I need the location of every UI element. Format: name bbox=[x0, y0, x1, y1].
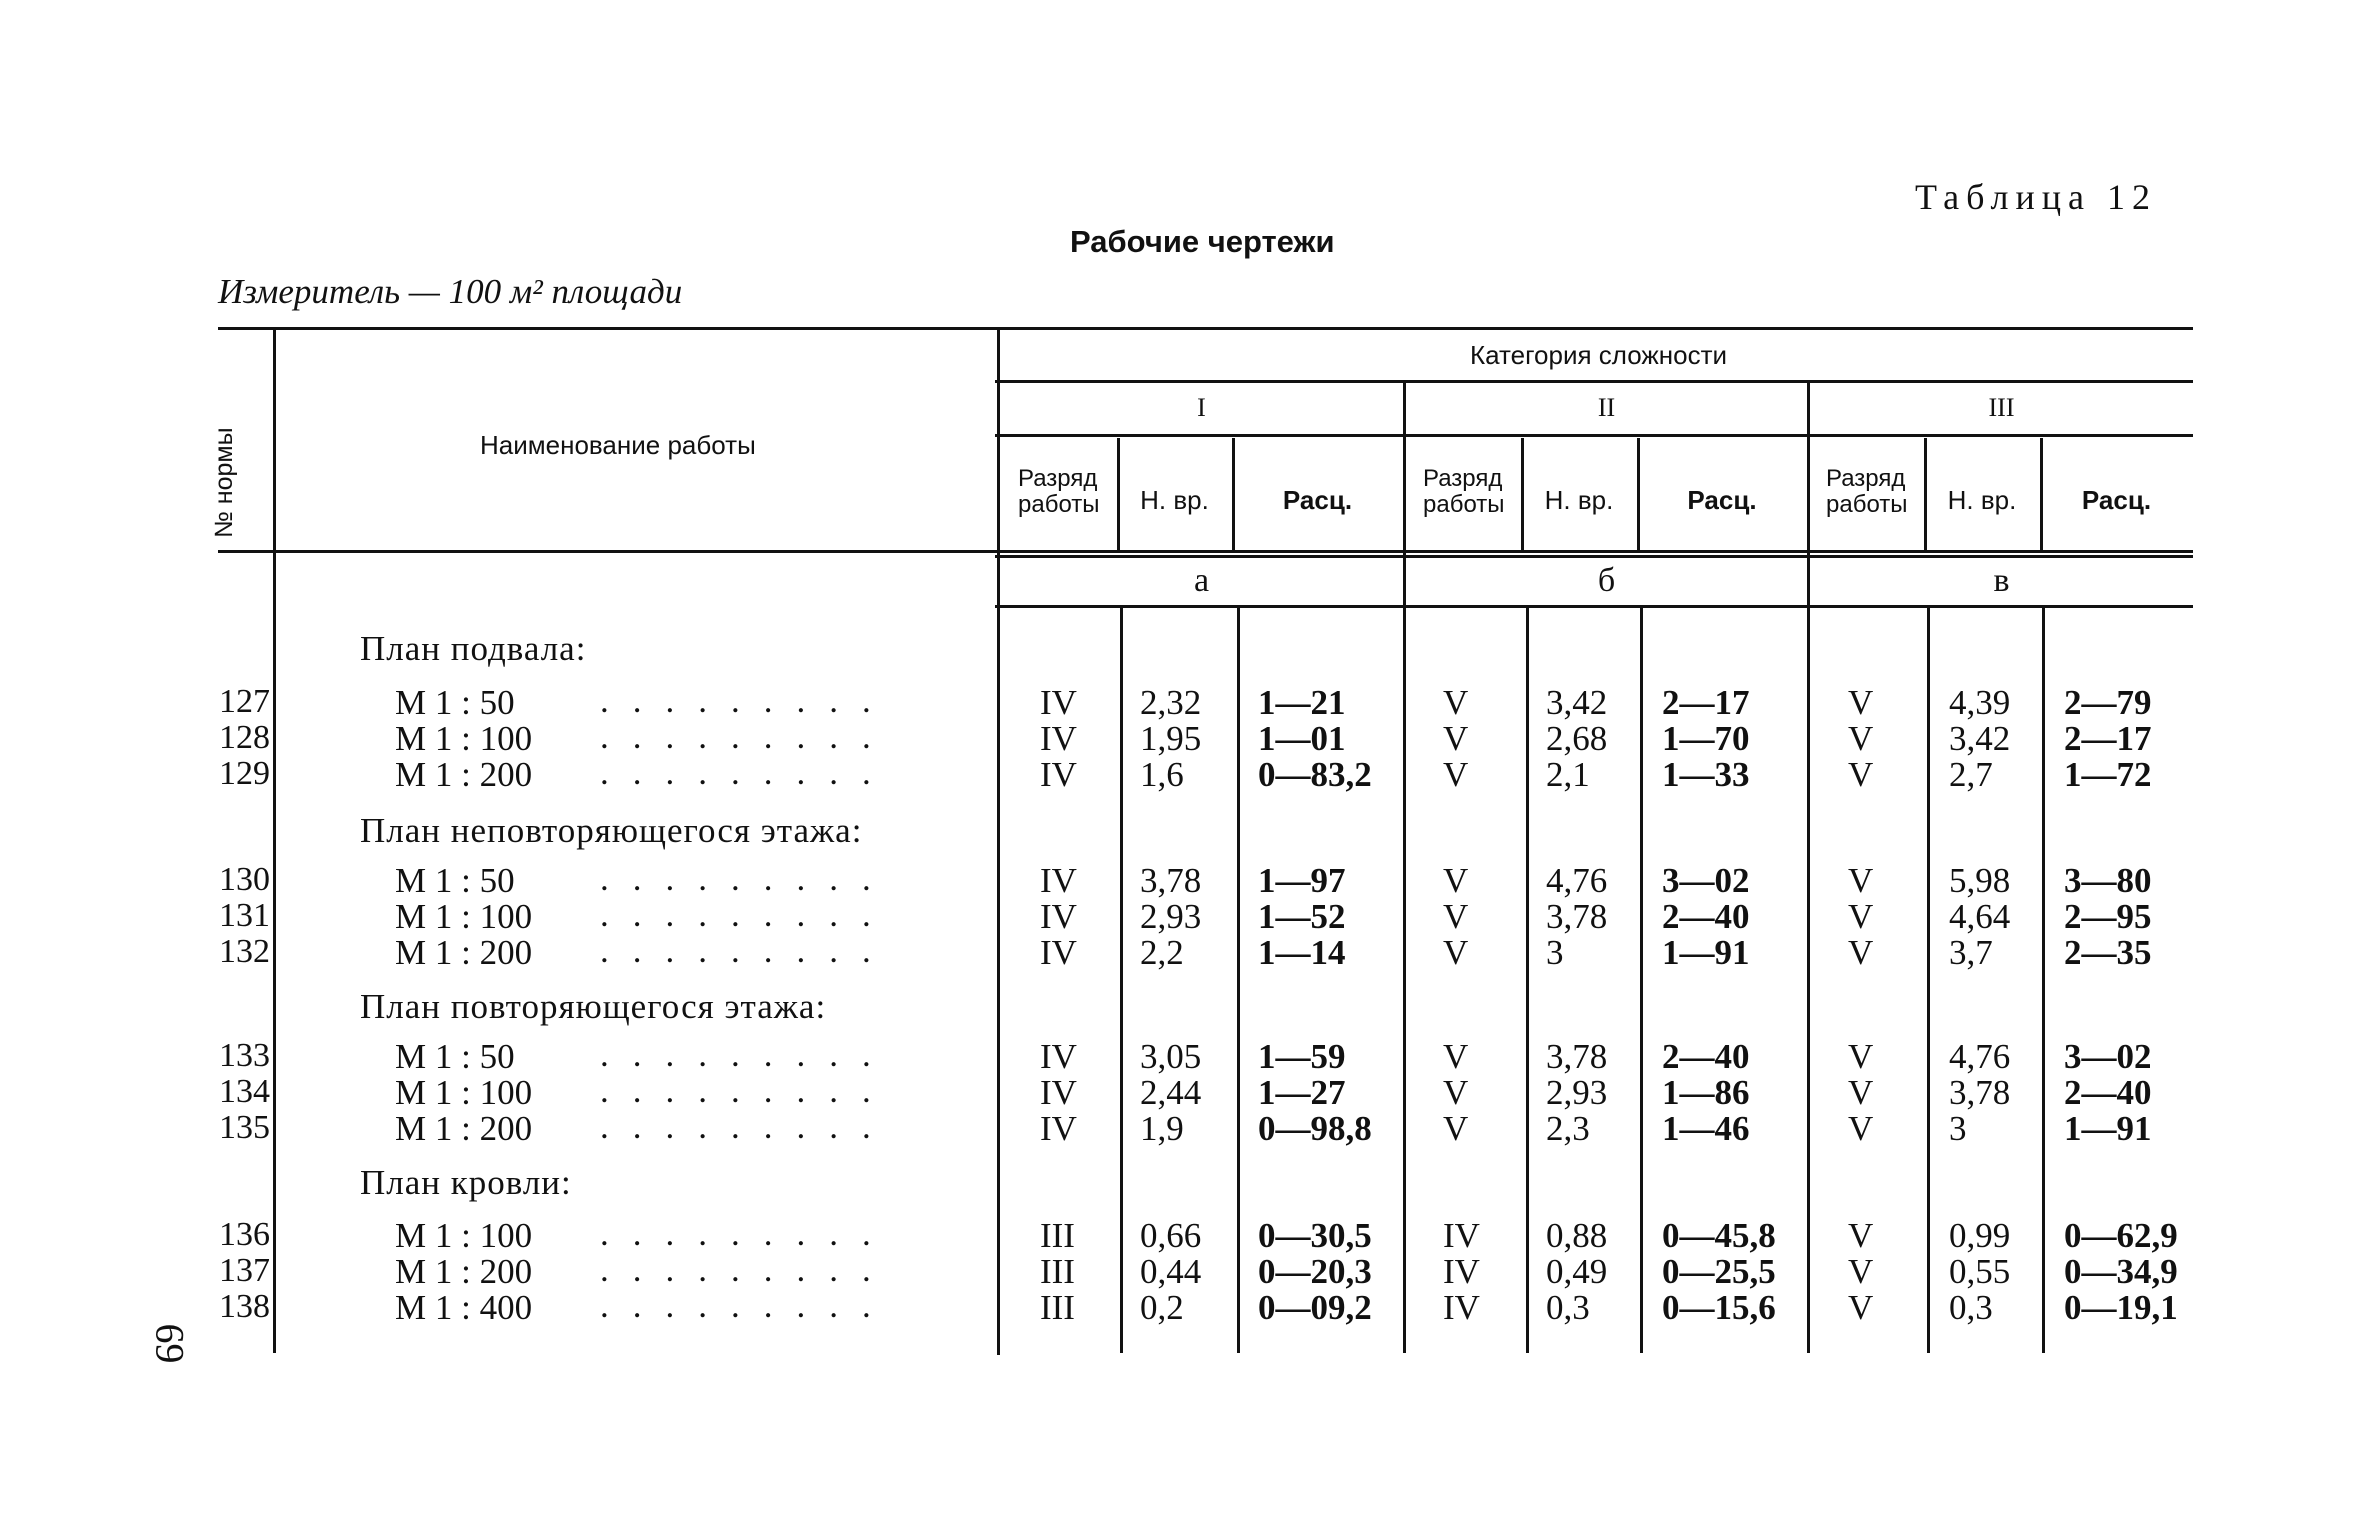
work-scale: М 1 : 50 bbox=[395, 1037, 515, 1076]
time-norm-value: 3 bbox=[1546, 933, 1564, 972]
norm-number: 136 bbox=[219, 1216, 270, 1253]
group-divider-1 bbox=[1403, 383, 1406, 1353]
rank-value: IV bbox=[1040, 1073, 1077, 1112]
leader-dots: ......... bbox=[600, 895, 895, 934]
work-scale: М 1 : 100 bbox=[395, 897, 533, 936]
rank-value: IV bbox=[1040, 933, 1077, 972]
rate-value: 1—70 bbox=[1662, 719, 1750, 758]
rate-value: 2—79 bbox=[2064, 683, 2152, 722]
table-caption: Таблица 12 bbox=[1915, 177, 2157, 217]
leader-dots: ......... bbox=[600, 1214, 895, 1253]
leader-dots: ......... bbox=[600, 1286, 895, 1325]
work-scale: М 1 : 200 bbox=[395, 1109, 533, 1148]
time-norm-value: 3,78 bbox=[1949, 1073, 2011, 1112]
leader-dots: ......... bbox=[600, 717, 895, 756]
leader-dots: ......... bbox=[600, 681, 895, 720]
leader-dots: ......... bbox=[600, 931, 895, 970]
rate-value: 1—14 bbox=[1258, 933, 1346, 972]
rate-header: Расц. bbox=[2081, 485, 2152, 515]
time-norm-value: 0,99 bbox=[1949, 1216, 2011, 1255]
rank-value: V bbox=[1848, 1216, 1874, 1255]
rate-value: 2—40 bbox=[1662, 897, 1750, 936]
leader-dots: ......... bbox=[600, 1107, 895, 1146]
rank-value: IV bbox=[1443, 1216, 1480, 1255]
category-header: Категория сложности bbox=[1470, 340, 1728, 370]
rank-value: IV bbox=[1040, 755, 1077, 794]
group-letter: а bbox=[1193, 562, 1210, 599]
rank-value: V bbox=[1443, 1037, 1469, 1076]
rate-value: 0—09,2 bbox=[1258, 1288, 1372, 1327]
rank-value: V bbox=[1848, 1073, 1874, 1112]
rank-value: V bbox=[1443, 1073, 1469, 1112]
rank-header: Разряд работы bbox=[1826, 465, 1908, 518]
rate-value: 1—52 bbox=[1258, 897, 1346, 936]
rate-value: 1—91 bbox=[1662, 933, 1750, 972]
work-scale: М 1 : 400 bbox=[395, 1288, 533, 1327]
rank-value: III bbox=[1040, 1288, 1075, 1327]
section-title: План повторяющегося этажа: bbox=[360, 987, 827, 1026]
time-norm-value: 3,78 bbox=[1546, 897, 1608, 936]
rate-value: 3—02 bbox=[2064, 1037, 2152, 1076]
norm-number: 133 bbox=[219, 1037, 270, 1074]
rate-value: 1—33 bbox=[1662, 755, 1750, 794]
group-roman: III bbox=[1988, 393, 2015, 422]
group-letter: б bbox=[1597, 562, 1616, 599]
rate-value: 0—83,2 bbox=[1258, 755, 1372, 794]
rate-header: Расц. bbox=[1687, 485, 1757, 515]
rate-value: 0—15,6 bbox=[1662, 1288, 1776, 1327]
rate-value: 2—40 bbox=[2064, 1073, 2152, 1112]
group-rule bbox=[995, 434, 2193, 437]
section-title: План неповторяющегося этажа: bbox=[360, 811, 863, 850]
rank-value: V bbox=[1848, 1109, 1874, 1148]
leader-dots: ......... bbox=[600, 753, 895, 792]
rank-value: IV bbox=[1443, 1252, 1480, 1291]
leader-dots: ......... bbox=[600, 1250, 895, 1289]
time-norm-value: 0,88 bbox=[1546, 1216, 1608, 1255]
rank-value: V bbox=[1848, 1288, 1874, 1327]
table-top-rule bbox=[218, 327, 2193, 330]
rate-value: 3—02 bbox=[1662, 861, 1750, 900]
rank-value: V bbox=[1848, 719, 1874, 758]
time-norm-header: Н. вр. bbox=[1947, 485, 2017, 515]
rank-value: IV bbox=[1040, 1109, 1077, 1148]
time-norm-value: 4,76 bbox=[1949, 1037, 2011, 1076]
time-norm-value: 2,1 bbox=[1546, 755, 1590, 794]
rate-value: 0—20,3 bbox=[1258, 1252, 1372, 1291]
rank-value: V bbox=[1443, 861, 1469, 900]
leader-dots: ......... bbox=[600, 859, 895, 898]
time-norm-value: 2,93 bbox=[1140, 897, 1202, 936]
body-divider bbox=[1120, 607, 1123, 1353]
rate-value: 2—95 bbox=[2064, 897, 2152, 936]
rank-value: IV bbox=[1040, 861, 1077, 900]
rank-value: IV bbox=[1040, 1037, 1077, 1076]
norm-number: 137 bbox=[219, 1252, 270, 1289]
body-divider bbox=[2042, 607, 2045, 1353]
rate-value: 1—01 bbox=[1258, 719, 1346, 758]
time-norm-value: 3,7 bbox=[1949, 933, 1993, 972]
rate-value: 1—91 bbox=[2064, 1109, 2152, 1148]
time-norm-value: 2,3 bbox=[1546, 1109, 1590, 1148]
leader-dots: ......... bbox=[600, 1071, 895, 1110]
rank-value: V bbox=[1848, 897, 1874, 936]
norm-number: 128 bbox=[219, 719, 270, 756]
rank-value: V bbox=[1443, 1109, 1469, 1148]
rank-value: V bbox=[1848, 861, 1874, 900]
time-norm-value: 3,78 bbox=[1140, 861, 1202, 900]
work-scale: М 1 : 200 bbox=[395, 933, 533, 972]
group-roman: II bbox=[1597, 393, 1616, 422]
time-norm-value: 0,44 bbox=[1140, 1252, 1202, 1291]
rate-value: 0—62,9 bbox=[2064, 1216, 2178, 1255]
rank-value: IV bbox=[1443, 1288, 1480, 1327]
time-norm-value: 3,42 bbox=[1546, 683, 1608, 722]
rate-value: 1—27 bbox=[1258, 1073, 1346, 1112]
norm-number: 127 bbox=[219, 683, 270, 720]
time-norm-value: 2,32 bbox=[1140, 683, 1202, 722]
rank-value: IV bbox=[1040, 897, 1077, 936]
rate-value: 0—34,9 bbox=[2064, 1252, 2178, 1291]
group-letter: в bbox=[1993, 562, 2010, 599]
time-norm-value: 0,3 bbox=[1949, 1288, 1993, 1327]
rate-value: 2—17 bbox=[2064, 719, 2152, 758]
rate-value: 1—21 bbox=[1258, 683, 1346, 722]
time-norm-value: 2,93 bbox=[1546, 1073, 1608, 1112]
name-col-divider bbox=[997, 330, 1000, 1355]
letters-bottom-rule bbox=[995, 605, 2193, 608]
rank-header: Разряд работы bbox=[1423, 465, 1505, 518]
work-scale: М 1 : 100 bbox=[395, 719, 533, 758]
time-norm-value: 0,66 bbox=[1140, 1216, 1202, 1255]
rate-value: 1—46 bbox=[1662, 1109, 1750, 1148]
time-norm-value: 0,55 bbox=[1949, 1252, 2011, 1291]
rank-header: Разряд работы bbox=[1018, 465, 1100, 518]
category-rule bbox=[995, 380, 2193, 383]
measure-unit: Измеритель — 100 м² площади bbox=[218, 272, 683, 311]
body-divider bbox=[1526, 607, 1529, 1353]
rank-value: IV bbox=[1040, 683, 1077, 722]
time-norm-value: 4,64 bbox=[1949, 897, 2011, 936]
time-norm-value: 2,2 bbox=[1140, 933, 1184, 972]
rate-value: 2—17 bbox=[1662, 683, 1750, 722]
rate-value: 0—25,5 bbox=[1662, 1252, 1776, 1291]
rate-value: 0—19,1 bbox=[2064, 1288, 2178, 1327]
time-norm-value: 5,98 bbox=[1949, 861, 2011, 900]
time-norm-value: 0,2 bbox=[1140, 1288, 1184, 1327]
group-divider-2 bbox=[1807, 383, 1810, 1353]
rank-value: V bbox=[1443, 755, 1469, 794]
header-bottom-rule bbox=[218, 550, 2193, 553]
rank-value: V bbox=[1848, 755, 1874, 794]
work-name-header: Наименование работы bbox=[480, 430, 756, 460]
leader-dots: ......... bbox=[600, 1035, 895, 1074]
norm-number: 135 bbox=[219, 1109, 270, 1146]
rate-value: 0—98,8 bbox=[1258, 1109, 1372, 1148]
rank-value: V bbox=[1443, 933, 1469, 972]
rank-value: V bbox=[1443, 897, 1469, 936]
norm-number: 132 bbox=[219, 933, 270, 970]
rank-value: V bbox=[1848, 1252, 1874, 1291]
time-norm-value: 3,05 bbox=[1140, 1037, 1202, 1076]
work-scale: М 1 : 50 bbox=[395, 683, 515, 722]
rate-value: 0—30,5 bbox=[1258, 1216, 1372, 1255]
time-norm-value: 3 bbox=[1949, 1109, 1967, 1148]
norm-number: 130 bbox=[219, 861, 270, 898]
norm-col-divider bbox=[273, 330, 276, 1353]
time-norm-value: 4,39 bbox=[1949, 683, 2011, 722]
rate-header: Расц. bbox=[1282, 485, 1353, 515]
time-norm-value: 0,3 bbox=[1546, 1288, 1590, 1327]
rank-value: V bbox=[1848, 933, 1874, 972]
body-divider bbox=[1237, 607, 1240, 1353]
time-norm-value: 1,95 bbox=[1140, 719, 1202, 758]
rank-value: V bbox=[1848, 1037, 1874, 1076]
time-norm-header: Н. вр. bbox=[1544, 485, 1614, 515]
page-title: Рабочие чертежи bbox=[1070, 224, 1335, 259]
time-norm-value: 1,9 bbox=[1140, 1109, 1184, 1148]
work-scale: М 1 : 200 bbox=[395, 1252, 533, 1291]
page-number: 69 bbox=[147, 1323, 193, 1364]
rate-value: 1—72 bbox=[2064, 755, 2152, 794]
rate-value: 2—35 bbox=[2064, 933, 2152, 972]
norm-number: 134 bbox=[219, 1073, 270, 1110]
section-title: План кровли: bbox=[360, 1163, 572, 1202]
section-title: План подвала: bbox=[360, 629, 587, 668]
rate-value: 1—97 bbox=[1258, 861, 1346, 900]
norm-number: 129 bbox=[219, 755, 270, 792]
body-divider bbox=[1640, 607, 1643, 1353]
time-norm-value: 3,78 bbox=[1546, 1037, 1608, 1076]
norm-number-header: № нормы bbox=[210, 427, 238, 538]
rank-value: V bbox=[1443, 719, 1469, 758]
time-norm-value: 2,7 bbox=[1949, 755, 1993, 794]
time-norm-value: 3,42 bbox=[1949, 719, 2011, 758]
body-divider bbox=[1927, 607, 1930, 1353]
rank-value: V bbox=[1848, 683, 1874, 722]
rank-value: III bbox=[1040, 1216, 1075, 1255]
group-roman: I bbox=[1197, 393, 1206, 422]
letters-top-rule bbox=[995, 555, 2193, 558]
time-norm-header: Н. вр. bbox=[1140, 485, 1209, 515]
norm-number: 138 bbox=[219, 1288, 270, 1325]
rank-value: V bbox=[1443, 683, 1469, 722]
time-norm-value: 4,76 bbox=[1546, 861, 1608, 900]
work-scale: М 1 : 100 bbox=[395, 1216, 533, 1255]
time-norm-value: 2,68 bbox=[1546, 719, 1608, 758]
work-scale: М 1 : 200 bbox=[395, 755, 533, 794]
rank-value: III bbox=[1040, 1252, 1075, 1291]
rate-value: 3—80 bbox=[2064, 861, 2152, 900]
rate-value: 1—59 bbox=[1258, 1037, 1346, 1076]
rank-value: IV bbox=[1040, 719, 1077, 758]
time-norm-value: 2,44 bbox=[1140, 1073, 1202, 1112]
time-norm-value: 1,6 bbox=[1140, 755, 1184, 794]
work-scale: М 1 : 100 bbox=[395, 1073, 533, 1112]
rate-value: 0—45,8 bbox=[1662, 1216, 1776, 1255]
time-norm-value: 0,49 bbox=[1546, 1252, 1608, 1291]
norm-number: 131 bbox=[219, 897, 270, 934]
rate-value: 1—86 bbox=[1662, 1073, 1750, 1112]
work-scale: М 1 : 50 bbox=[395, 861, 515, 900]
rate-value: 2—40 bbox=[1662, 1037, 1750, 1076]
